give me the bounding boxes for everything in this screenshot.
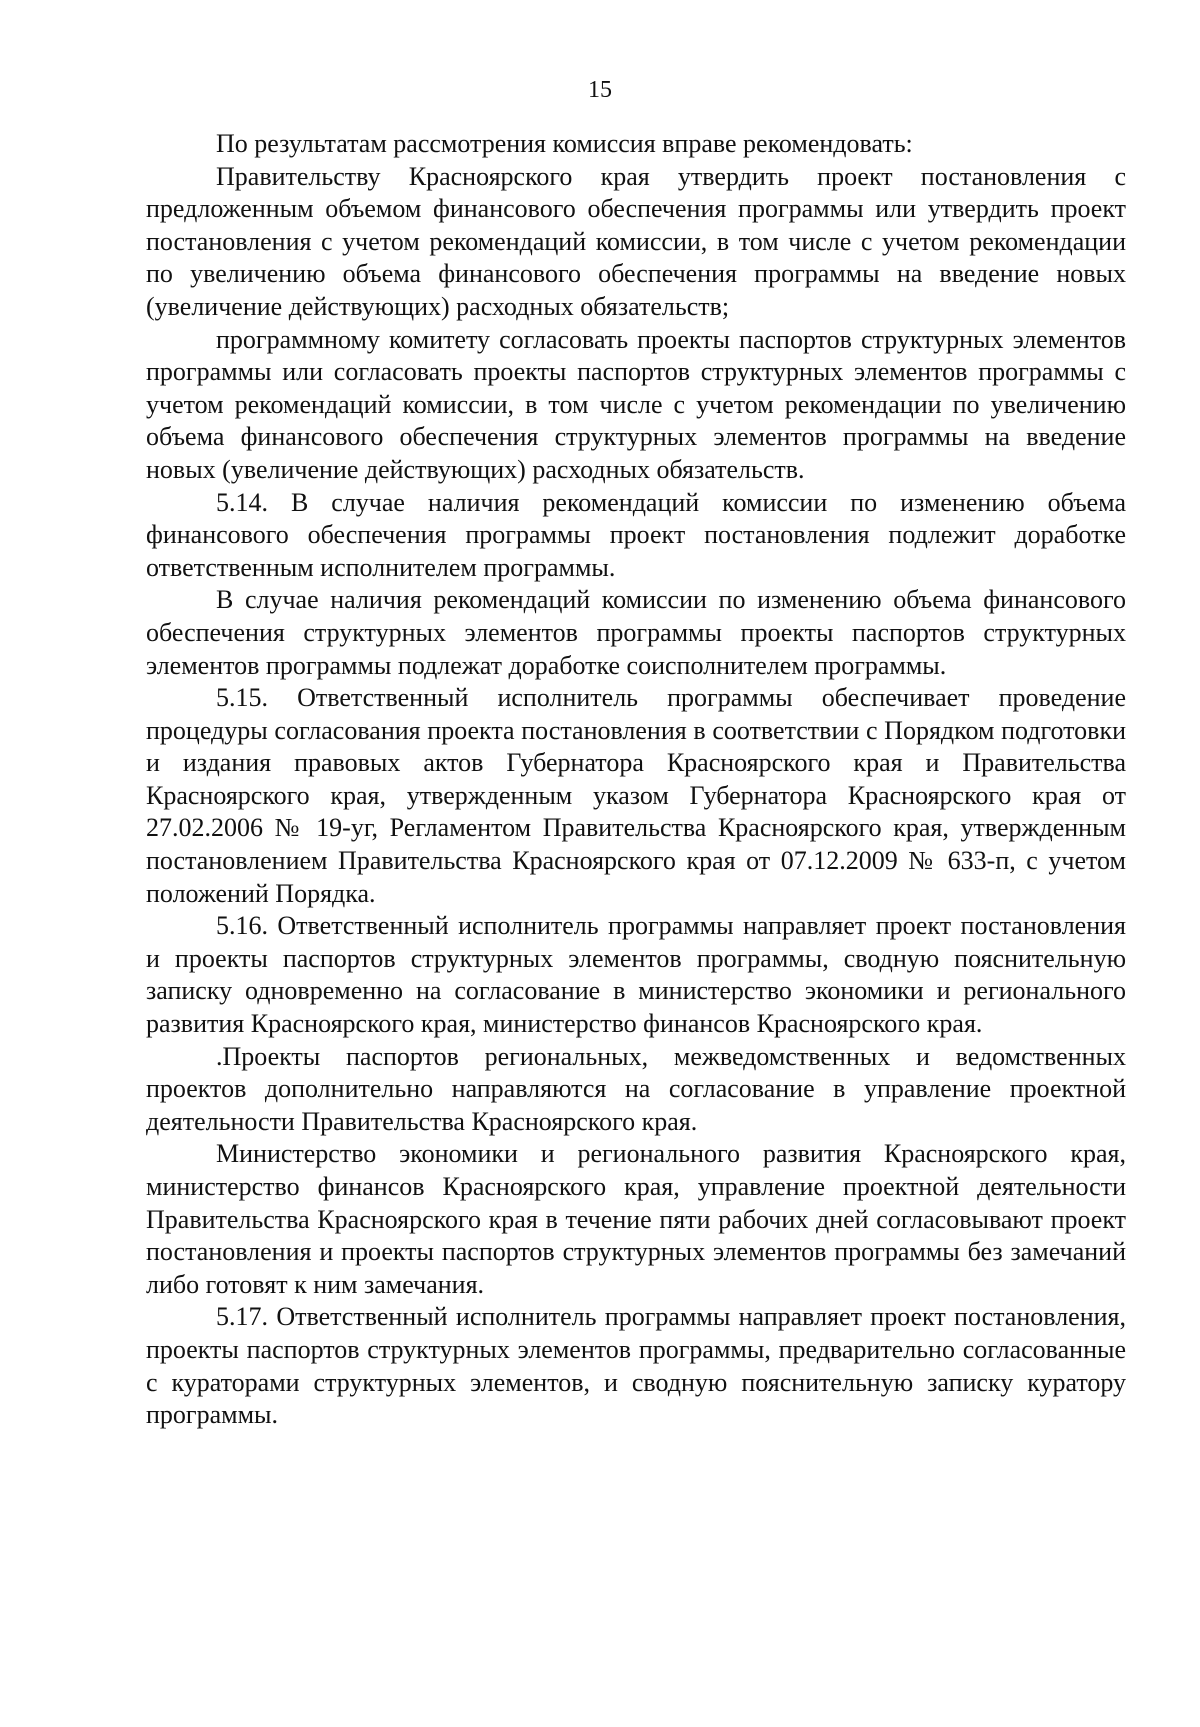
document-body [146,128,1126,1432]
paragraph-5-14: 5.14. В случае наличия рекомендаций комиссии по изменению объема финансового обеспечения программы проект постановления подлежит доработке ответственным исполнителем программы. [146,487,1126,582]
paragraph-5-17: 5.17. Ответственный исполнитель программы направляет проект постановления, проекты паспортов структурных элементов программы, предварительно согласованные с кураторами структурных элементов, и сводную пояснительную записку куратору программы. [146,1302,1126,1430]
paragraph-ministries-approval: Министерство экономики и регионального развития Красноярского края, министерство финансов Красноярского края, управление проектной деятельности Правительства Красноярского края в течение пяти рабочих дней согласовывают проект постановления и проекты паспортов структурных элементов программы без замечаний либо готовят к ним замечания. [146,1139,1126,1299]
paragraph-intro: По результатам рассмотрения комиссия вправе рекомендовать: [216,129,913,158]
page-number: 15 [588,77,612,103]
paragraph-5-16: 5.16. Ответственный исполнитель программы направляет проект постановления и проекты паспортов структурных элементов программы, сводную пояснительную записку одновременно на согласование в министерство экономики и регионального развития Красноярского края, министерство финансов Красноярского края. [146,911,1126,1039]
paragraph-program-committee: программному комитету согласовать проекты паспортов структурных элементов программы или согласовать проекты паспортов структурных элементов программы с учетом рекомендаций комиссии, в том числе с учетом рекомендации по увеличению объема финансового обеспечения структурных элементов программы на введение новых (увеличение действующих) расходных обязательств. [146,324,1126,484]
paragraph-projects-passports: .Проекты паспортов региональных, межведомственных и ведомственных проектов дополнительно направляются на согласование в управление проектной деятельности Правительства Красноярского края. [146,1041,1126,1136]
paragraph-5-14-structural: В случае наличия рекомендаций комиссии по изменению объема финансового обеспечения структурных элементов программы проекты паспортов структурных элементов программы подлежат доработке соисполнителем программы. [146,585,1126,680]
paragraph-5-15: 5.15. Ответственный исполнитель программы обеспечивает проведение процедуры согласования проекта постановления в соответствии с Порядком подготовки и издания правовых актов Губернатора Красноярского края и Правительства Красноярского края, утвержденным указом Губернатора Красноярского края от 27.02.2006 № 19-уг, Регламентом Правительства Красноярского края, утвержденным постановлением Правительства Красноярского края от 07.12.2009 № 633-п, с учетом положений Порядка. [146,683,1126,908]
paragraph-government: Правительству Красноярского края утвердить проект постановления с предложенным объемом финансового обеспечения программы или утвердить проект постановления с учетом рекомендаций комиссии, в том числе с учетом рекомендации по увеличению объема финансового обеспечения программы на введение новых (увеличение действующих) расходных обязательств; [146,161,1126,321]
